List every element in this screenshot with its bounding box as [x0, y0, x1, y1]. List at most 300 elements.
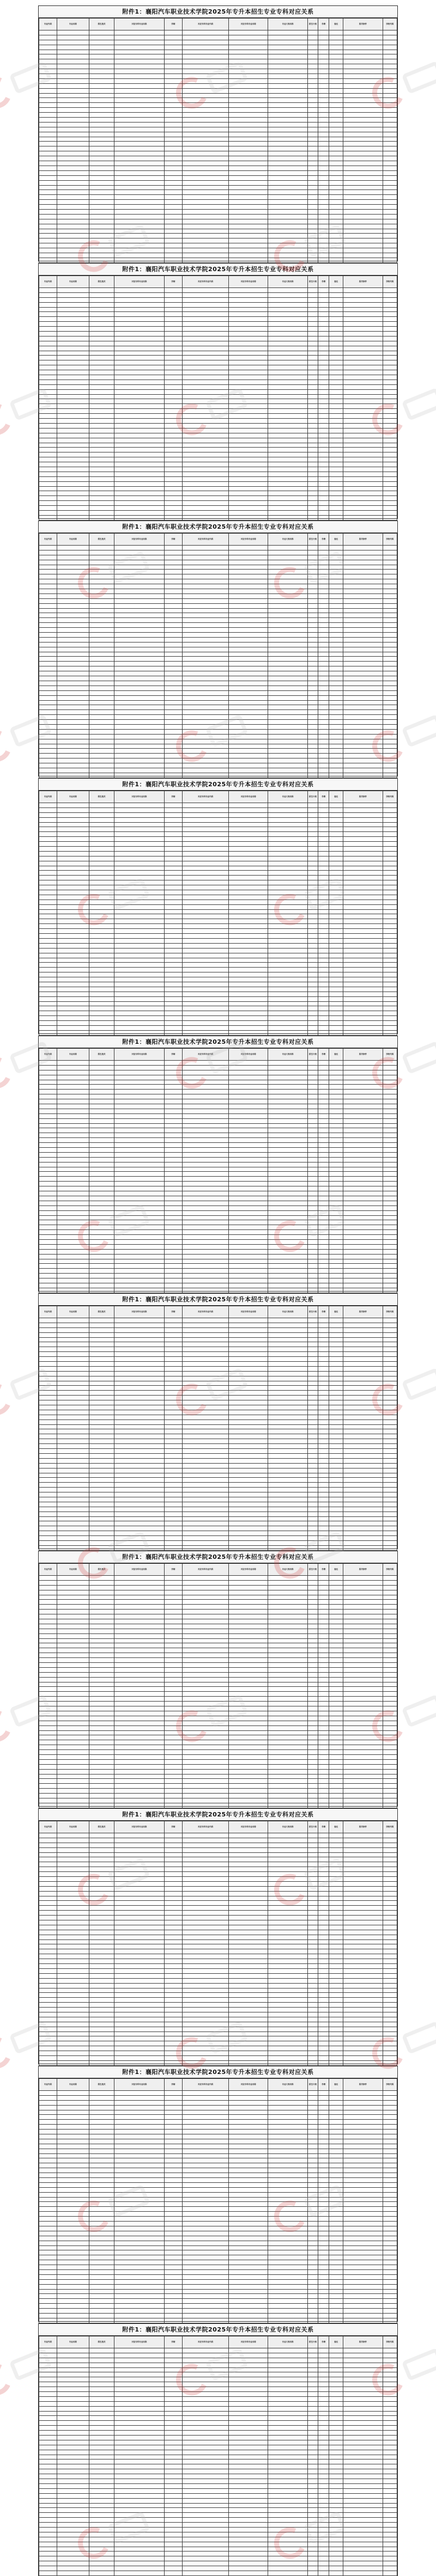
table-cell — [89, 1318, 114, 1323]
table-cell — [89, 1726, 114, 1730]
table-cell — [229, 1754, 268, 1759]
table-cell — [114, 555, 164, 560]
table-cell — [329, 710, 343, 715]
table-cell — [182, 351, 228, 356]
table-cell — [114, 1220, 164, 1225]
table-row — [39, 968, 397, 972]
table-cell — [89, 1682, 114, 1687]
table-cell — [268, 370, 307, 375]
table-cell — [39, 695, 57, 700]
table-cell — [307, 1128, 318, 1133]
table-cell — [268, 1264, 307, 1269]
table-cell — [114, 996, 164, 1001]
table-cell — [307, 1521, 318, 1526]
table-cell — [39, 690, 57, 695]
table-cell — [307, 1337, 318, 1342]
table-cell — [57, 1721, 89, 1726]
table-cell — [343, 170, 383, 175]
table-cell — [182, 555, 228, 560]
table-cell — [114, 832, 164, 837]
table-cell — [229, 1463, 268, 1468]
table-cell — [114, 288, 164, 293]
table-cell — [114, 715, 164, 720]
table-cell — [39, 506, 57, 511]
table-cell — [307, 510, 318, 515]
table-cell — [89, 720, 114, 725]
table-cell — [57, 943, 89, 948]
table-cell — [318, 1152, 329, 1157]
table-cell — [329, 1702, 343, 1706]
table-cell — [343, 467, 383, 472]
table-cell — [182, 618, 228, 623]
table-cell — [89, 603, 114, 608]
table-cell — [343, 336, 383, 341]
table-cell — [343, 958, 383, 963]
table-cell — [383, 146, 397, 151]
table-row — [39, 1123, 397, 1128]
table-cell — [318, 1610, 329, 1614]
table-cell — [114, 968, 164, 972]
table-cell — [57, 1264, 89, 1269]
table-cell — [229, 681, 268, 686]
table-cell — [329, 384, 343, 389]
table-cell — [329, 185, 343, 190]
table-cell — [182, 1576, 228, 1581]
table-cell — [343, 161, 383, 166]
table-cell — [164, 74, 182, 79]
table-cell — [57, 934, 89, 939]
table-cell — [39, 749, 57, 754]
table-cell — [164, 506, 182, 511]
table-cell — [318, 1488, 329, 1492]
table-cell — [307, 137, 318, 142]
table-cell — [318, 1483, 329, 1488]
table-cell — [114, 633, 164, 638]
table-cell — [39, 1118, 57, 1123]
table-cell — [114, 982, 164, 987]
table-row — [39, 637, 397, 642]
table-row — [39, 496, 397, 501]
table-cell — [343, 248, 383, 253]
table-cell — [329, 1099, 343, 1104]
table-cell — [57, 501, 89, 506]
table-cell — [57, 574, 89, 579]
table-row — [39, 243, 397, 248]
table-row — [39, 1682, 397, 1687]
table-cell — [329, 929, 343, 934]
table-cell — [307, 1157, 318, 1162]
table-cell — [329, 948, 343, 953]
table-cell — [318, 137, 329, 142]
table-cell — [383, 1478, 397, 1483]
table-cell — [343, 1595, 383, 1600]
table-cell — [39, 409, 57, 414]
table-cell — [229, 700, 268, 705]
table-cell — [182, 1468, 228, 1473]
table-cell — [383, 1735, 397, 1740]
table-cell — [57, 185, 89, 190]
table-cell — [329, 1094, 343, 1099]
table-cell — [343, 506, 383, 511]
table-cell — [182, 506, 228, 511]
table-cell — [57, 608, 89, 613]
table-cell — [89, 380, 114, 384]
table-cell — [307, 224, 318, 229]
table-cell — [89, 219, 114, 224]
table-cell — [114, 1371, 164, 1376]
table-cell — [57, 1682, 89, 1687]
table-row — [39, 200, 397, 205]
table-cell — [89, 1789, 114, 1794]
table-cell — [229, 414, 268, 419]
table-cell — [39, 847, 57, 852]
table-cell — [268, 1162, 307, 1167]
table-cell — [329, 880, 343, 885]
table-cell — [89, 871, 114, 876]
table-cell — [164, 968, 182, 972]
table-cell — [343, 214, 383, 219]
table-cell — [39, 768, 57, 773]
table-cell — [164, 880, 182, 885]
table-row — [39, 1337, 397, 1342]
table-cell — [182, 1157, 228, 1162]
table-cell — [39, 496, 57, 501]
table-cell — [89, 1061, 114, 1066]
table-cell — [39, 1521, 57, 1526]
table-cell — [39, 1512, 57, 1516]
table-cell — [268, 1274, 307, 1278]
table-cell — [57, 506, 89, 511]
table-cell — [383, 1658, 397, 1663]
table-cell — [318, 1001, 329, 1006]
table-cell — [268, 579, 307, 584]
table-cell — [329, 1249, 343, 1254]
table-cell — [268, 642, 307, 647]
table-cell — [343, 1006, 383, 1011]
table-cell — [114, 389, 164, 394]
column-header: 学校代码 — [383, 534, 397, 546]
table-cell — [268, 1070, 307, 1075]
table-cell — [383, 1186, 397, 1191]
table-cell — [383, 419, 397, 424]
table-cell — [307, 1133, 318, 1138]
table-cell — [57, 1206, 89, 1210]
table-cell — [57, 598, 89, 603]
table-cell — [318, 652, 329, 657]
table-cell — [164, 1400, 182, 1405]
table-cell — [329, 837, 343, 842]
table-row — [39, 501, 397, 506]
table-cell — [229, 1099, 268, 1104]
column-header: 招生计划 — [307, 276, 318, 288]
table-cell — [329, 1434, 343, 1439]
table-cell — [164, 695, 182, 700]
table-cell — [307, 1191, 318, 1196]
table-cell — [229, 972, 268, 977]
table-cell — [164, 671, 182, 676]
table-cell — [89, 370, 114, 375]
column-header: 专业代码 — [39, 276, 57, 288]
table-cell — [343, 715, 383, 720]
table-cell — [383, 1784, 397, 1789]
table-cell — [164, 1605, 182, 1610]
table-cell — [343, 1396, 383, 1400]
table-cell — [229, 613, 268, 618]
table-cell — [307, 1025, 318, 1030]
table-cell — [383, 288, 397, 293]
table-cell — [182, 671, 228, 676]
table-cell — [307, 1429, 318, 1434]
table-cell — [57, 1327, 89, 1332]
table-row — [39, 423, 397, 428]
table-cell — [229, 190, 268, 195]
table-cell — [329, 1410, 343, 1415]
table-cell — [307, 565, 318, 570]
table-cell — [57, 1357, 89, 1362]
table-cell — [39, 1278, 57, 1283]
table-cell — [229, 127, 268, 132]
table-cell — [268, 1278, 307, 1283]
table-cell — [383, 496, 397, 501]
table-cell — [164, 515, 182, 520]
table-cell — [89, 1016, 114, 1021]
table-cell — [329, 243, 343, 248]
table-cell — [164, 603, 182, 608]
table-cell — [268, 546, 307, 550]
table-cell — [164, 132, 182, 137]
table-row — [39, 88, 397, 93]
table-cell — [39, 671, 57, 676]
table-cell — [39, 1745, 57, 1750]
table-cell — [182, 180, 228, 185]
table-cell — [383, 570, 397, 574]
table-cell — [268, 1726, 307, 1730]
table-cell — [164, 1104, 182, 1109]
table-cell — [268, 900, 307, 904]
table-row — [39, 69, 397, 74]
table-cell — [229, 93, 268, 98]
table-cell — [182, 652, 228, 657]
table-cell — [114, 332, 164, 336]
table-cell — [182, 496, 228, 501]
table-cell — [182, 1605, 228, 1610]
table-cell — [164, 807, 182, 812]
table-cell — [268, 1576, 307, 1581]
table-cell — [57, 312, 89, 317]
table-cell — [229, 375, 268, 380]
table-cell — [383, 45, 397, 50]
table-cell — [307, 1381, 318, 1386]
table-cell — [182, 982, 228, 987]
table-cell — [343, 1600, 383, 1605]
table-cell — [39, 1444, 57, 1449]
table-cell — [39, 209, 57, 214]
table-cell — [229, 958, 268, 963]
table-cell — [182, 1075, 228, 1080]
table-cell — [114, 1605, 164, 1610]
table-cell — [89, 1235, 114, 1240]
column-header: 专业大类名称 — [268, 276, 307, 288]
table-row — [39, 443, 397, 448]
table-cell — [318, 288, 329, 293]
table-cell — [39, 166, 57, 170]
table-cell — [164, 1697, 182, 1702]
table-cell — [383, 724, 397, 729]
table-cell — [114, 1196, 164, 1201]
table-cell — [383, 934, 397, 939]
table-cell — [89, 1706, 114, 1711]
table-cell — [39, 832, 57, 837]
table-cell — [268, 992, 307, 996]
table-row — [39, 438, 397, 443]
table-cell — [114, 1318, 164, 1323]
table-cell — [307, 1473, 318, 1478]
table-cell — [383, 1128, 397, 1133]
table-cell — [114, 1278, 164, 1283]
table-cell — [383, 30, 397, 35]
table-cell — [343, 1677, 383, 1682]
table-cell — [329, 1473, 343, 1478]
table-cell — [307, 1172, 318, 1177]
table-cell — [57, 433, 89, 438]
table-cell — [307, 35, 318, 40]
table-cell — [318, 890, 329, 895]
table-cell — [343, 351, 383, 356]
table-cell — [229, 1648, 268, 1653]
table-cell — [329, 137, 343, 142]
table-cell — [383, 919, 397, 924]
table-cell — [114, 1094, 164, 1099]
table-cell — [164, 963, 182, 968]
table-cell — [383, 224, 397, 229]
table-cell — [383, 346, 397, 351]
table-cell — [182, 948, 228, 953]
table-cell — [39, 1605, 57, 1610]
table-cell — [229, 1458, 268, 1463]
table-cell — [229, 1531, 268, 1536]
table-cell — [39, 1215, 57, 1220]
table-cell — [89, 1803, 114, 1808]
table-cell — [164, 113, 182, 118]
table-cell — [329, 1352, 343, 1357]
table-cell — [114, 1362, 164, 1367]
table-cell — [39, 146, 57, 151]
table-cell — [329, 618, 343, 623]
table-cell — [164, 1085, 182, 1090]
table-cell — [39, 1740, 57, 1745]
table-cell — [268, 1288, 307, 1293]
table-cell — [114, 1215, 164, 1220]
table-cell — [39, 384, 57, 389]
column-header: 对应专科专业名称 — [229, 1306, 268, 1318]
table-cell — [57, 546, 89, 550]
table-cell — [383, 1400, 397, 1405]
table-cell — [39, 1580, 57, 1585]
table-cell — [268, 389, 307, 394]
table-cell — [343, 1702, 383, 1706]
table-cell — [114, 1726, 164, 1730]
table-cell — [268, 987, 307, 992]
table-cell — [114, 1337, 164, 1342]
table-cell — [114, 1085, 164, 1090]
table-cell — [164, 1789, 182, 1794]
table-cell — [229, 1186, 268, 1191]
table-cell — [329, 1366, 343, 1371]
table-cell — [318, 1750, 329, 1755]
table-cell — [343, 108, 383, 113]
table-cell — [383, 1347, 397, 1352]
table-cell — [114, 238, 164, 243]
table-cell — [307, 190, 318, 195]
table-cell — [383, 234, 397, 238]
table-cell — [268, 1633, 307, 1638]
table-cell — [229, 1371, 268, 1376]
table-cell — [383, 1152, 397, 1157]
table-row — [39, 666, 397, 671]
table-cell — [39, 452, 57, 457]
table-cell — [114, 74, 164, 79]
table-cell — [268, 180, 307, 185]
table-cell — [89, 297, 114, 302]
table-cell — [229, 812, 268, 817]
table-cell — [229, 1075, 268, 1080]
table-row — [39, 476, 397, 481]
table-cell — [343, 35, 383, 40]
table-cell — [329, 1278, 343, 1283]
table-cell — [89, 1610, 114, 1614]
table-cell — [318, 292, 329, 297]
table-cell — [383, 486, 397, 491]
table-cell — [383, 491, 397, 496]
table-cell — [329, 1576, 343, 1581]
table-cell — [329, 546, 343, 550]
table-cell — [57, 1230, 89, 1235]
table-cell — [89, 1512, 114, 1516]
table-cell — [229, 1352, 268, 1357]
table-cell — [229, 428, 268, 433]
table-cell — [307, 288, 318, 293]
table-cell — [383, 900, 397, 904]
table-cell — [182, 1536, 228, 1541]
table-cell — [89, 1545, 114, 1550]
table-cell — [383, 1521, 397, 1526]
table-cell — [182, 1706, 228, 1711]
table-cell — [182, 1750, 228, 1755]
table-cell — [307, 613, 318, 618]
table-cell — [268, 1030, 307, 1035]
table-cell — [164, 1434, 182, 1439]
table-cell — [164, 185, 182, 190]
table-cell — [57, 1633, 89, 1638]
table-cell — [57, 1201, 89, 1206]
table-cell — [164, 1721, 182, 1726]
table-cell — [182, 837, 228, 842]
table-cell — [307, 1366, 318, 1371]
table-cell — [182, 472, 228, 476]
table-cell — [307, 501, 318, 506]
table-cell — [383, 122, 397, 127]
table-cell — [114, 127, 164, 132]
table-cell — [164, 1740, 182, 1745]
table-cell — [114, 322, 164, 327]
table-cell — [318, 1735, 329, 1740]
table-cell — [329, 1745, 343, 1750]
table-cell — [39, 1658, 57, 1663]
table-cell — [182, 137, 228, 142]
table-cell — [229, 1391, 268, 1396]
table-cell — [182, 297, 228, 302]
table-cell — [329, 1711, 343, 1716]
